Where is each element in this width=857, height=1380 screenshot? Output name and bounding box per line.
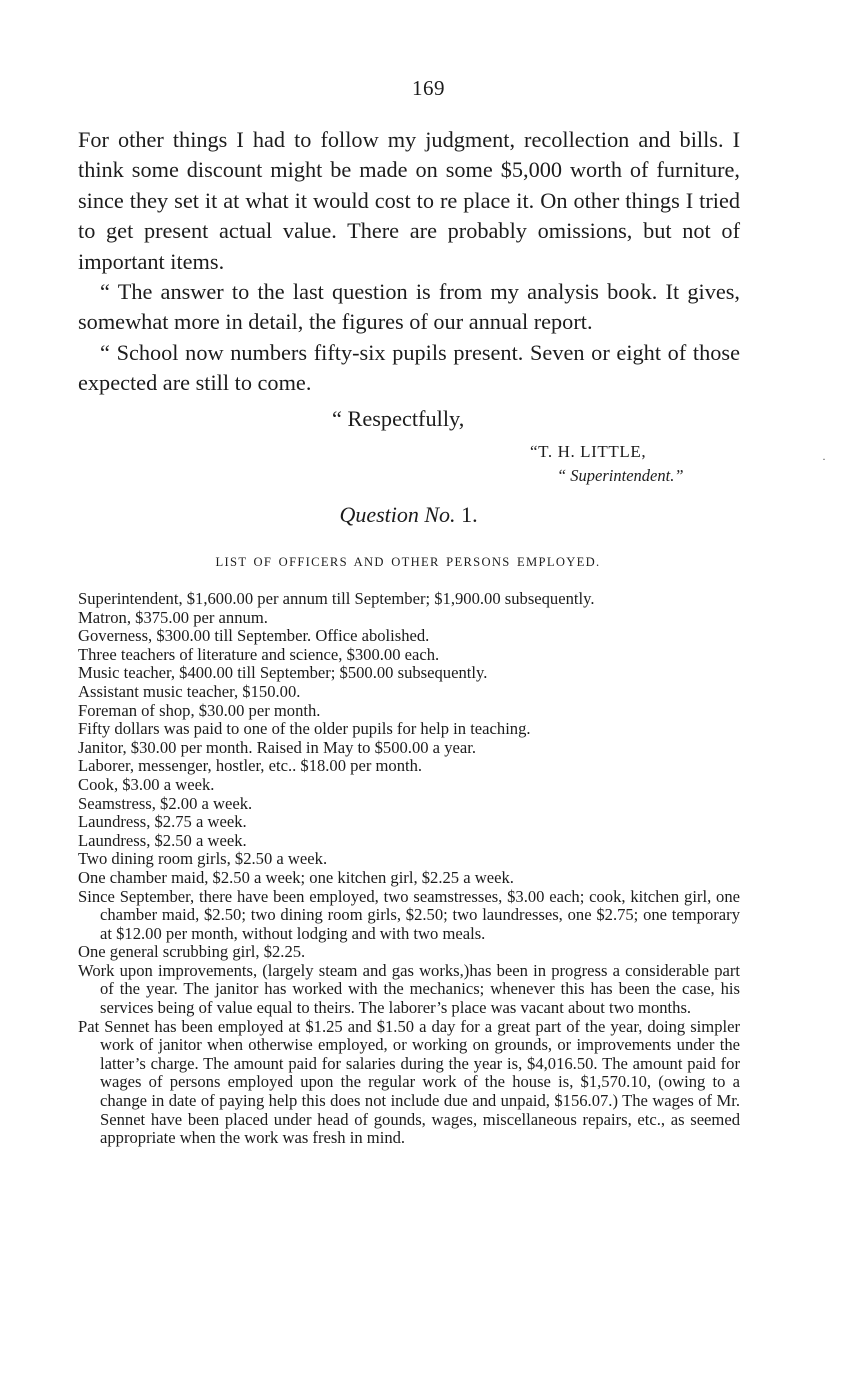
signature-closing: “ Respectfully,: [332, 406, 465, 431]
list-item: Since September, there have been employed, two seamstresses, $3.00 each; cook, kitchen girl, one chamber maid, $2.50; two dining room girls, $2.50; two laundresses, one $2.75; one temporary at $12.00 per month, without lodging and with two meals.: [78, 886, 740, 943]
page-number: 169: [412, 76, 445, 100]
list-item: Pat Sennet has been employed at $1.25 and $1.50 a day for a great part of the year, doing simpler work of janitor when otherwise employed, or working on grounds, or improvements under the latter’s charge. The amount paid for salaries during the year is, $4,016.50. The amount paid for wages of persons employed upon the regular work of the house is, $1,570.10, (owing to a change in date of paying help this does not include due and unpaid, $156.07.) The wages of Mr. Sennet have been placed under head of gounds, wages, miscellaneous repairs, etc., as seemed appropriate when the work was fresh in mind.: [78, 1016, 740, 1148]
list-item: Foreman of shop, $30.00 per month.: [78, 700, 321, 720]
letter-body: [78, 125, 740, 399]
margin-speck: ·: [822, 452, 826, 466]
list-heading: LIST OF OFFICERS AND OTHER PERSONS EMPLOYED.: [215, 555, 601, 569]
list-item: Laborer, messenger, hostler, etc.. $18.00 per month.: [78, 756, 423, 776]
list-item: Janitor, $30.00 per month. Raised in May to $500.00 a year.: [78, 737, 476, 757]
signature-name: “T. H. LITTLE,: [530, 442, 647, 461]
question-number: 1.: [461, 502, 478, 527]
list-item: Music teacher, $400.00 till September; $500.00 subsequently.: [78, 663, 488, 683]
list-item: Work upon improvements, (largely steam and gas works,)has been in progress a considerable part of the year. The janitor has worked with the mechanics; whenever this has been the case, his services being of value equal to theirs. The laborer’s place was vacant about two months.: [78, 960, 740, 1018]
list-item: Laundress, $2.75 a week.: [78, 812, 247, 832]
list-item: Three teachers of literature and science, $300.00 each.: [78, 644, 440, 664]
employee-list: [78, 590, 740, 1148]
question-heading: [0, 502, 817, 528]
list-item: Governess, $300.00 till September. Office abolished.: [78, 626, 430, 646]
list-item: Superintendent, $1,600.00 per annum till September; $1,900.00 subsequently.: [78, 589, 595, 608]
list-item: One chamber maid, $2.50 a week; one kitchen girl, $2.25 a week.: [78, 867, 514, 887]
list-item: Seamstress, $2.00 a week.: [78, 793, 253, 813]
list-item: Matron, $375.00 per annum.: [78, 607, 268, 627]
question-label: Question No.: [339, 502, 456, 527]
signature-title: “ Superintendent.”: [557, 466, 684, 485]
list-item: Assistant music teacher, $150.00.: [78, 681, 301, 701]
list-item: Laundress, $2.50 a week.: [78, 830, 247, 850]
list-item: Fifty dollars was paid to one of the older pupils for help in teaching.: [78, 719, 531, 739]
paragraph: “ School now numbers fifty-six pupils present. Seven or eight of those expected are still to come.: [78, 339, 740, 396]
paragraph: “ The answer to the last question is from my analysis book. It gives, somewhat more in detail, the figures of our annual report.: [78, 279, 740, 335]
paragraph: For other things I had to follow my judgment, recollection and bills. I think some discount might be made on some $5,000 worth of furniture, since they set it at what it would cost to re place it. On other things I tried to get present actual value. There are probably omissions, but not of important items.: [78, 127, 740, 274]
list-item: Two dining room girls, $2.50 a week.: [78, 849, 328, 869]
list-item: One general scrubbing girl, $2.25.: [78, 942, 306, 962]
list-item: Cook, $3.00 a week.: [78, 774, 215, 794]
